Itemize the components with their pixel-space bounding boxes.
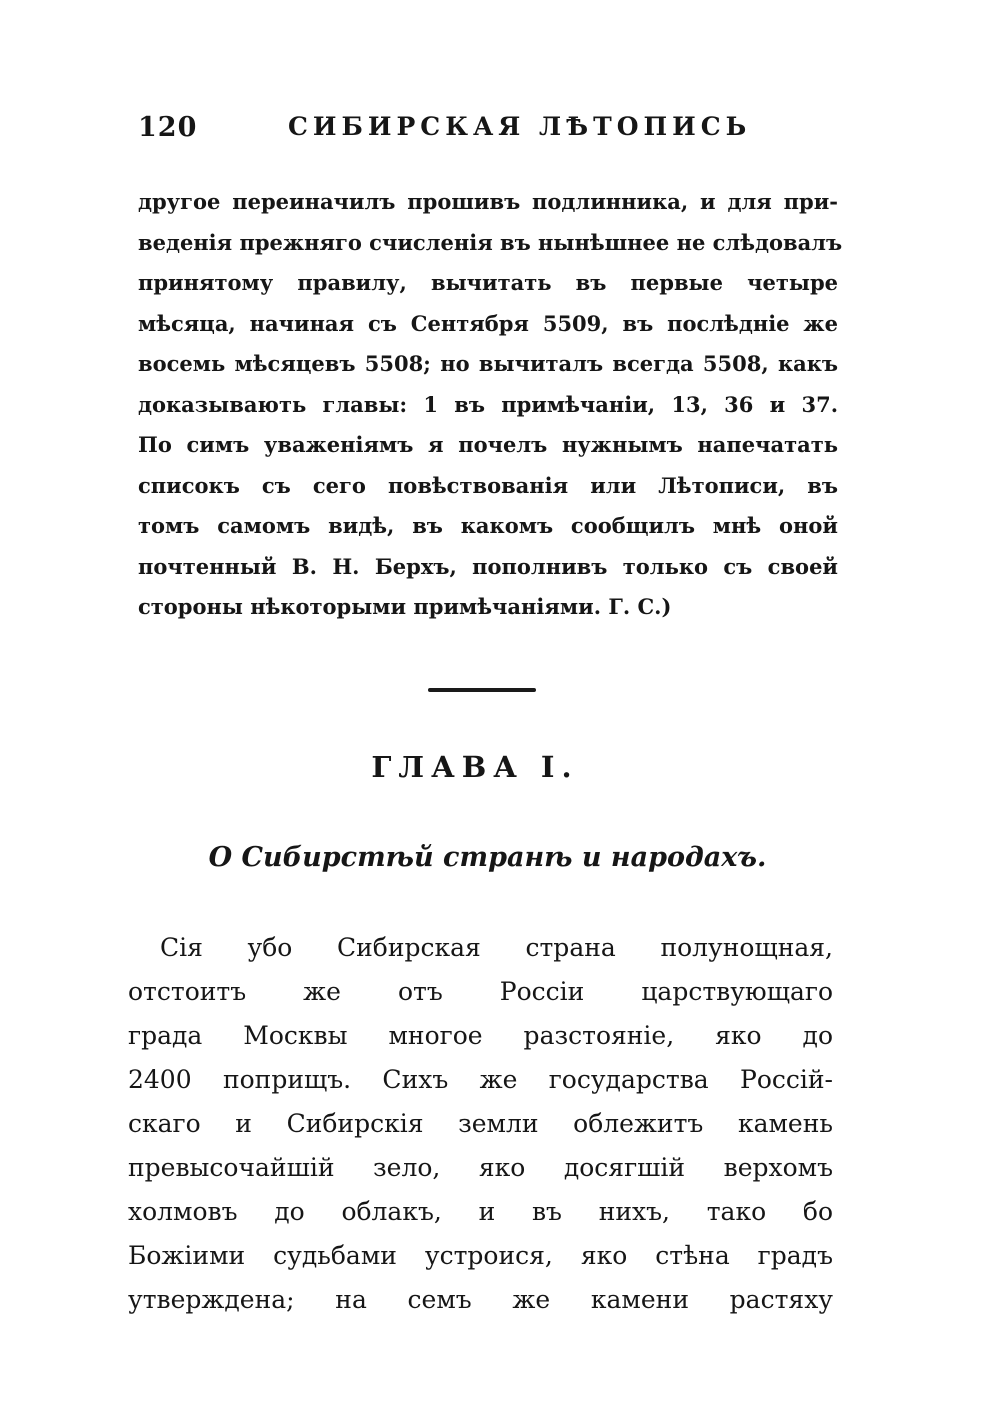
chapter-paragraph: [128, 926, 833, 1322]
text-line: восемь мѣсяцевъ 5508; но вычиталъ всегда 5508, какъ: [138, 351, 838, 376]
page-header: [138, 112, 838, 152]
text-line: скаго и Сибирскія земли облежитъ камень: [128, 1109, 833, 1138]
text-line: принятому правилу, вычитать въ первые четыре: [138, 270, 838, 295]
text-line: 2400 поприщъ. Сихъ же государства Россій-: [128, 1065, 833, 1094]
section-divider: [428, 688, 536, 692]
text-line: Сія убо Сибирская страна полунощная,: [160, 933, 833, 962]
text-line: По симъ уваженіямъ я почелъ нужнымъ напечатать: [138, 432, 838, 457]
chapter-title: ГЛАВА I.: [371, 750, 579, 784]
text-line: доказывають главы: 1 въ примѣчаніи, 13, 36 и 37.: [138, 391, 838, 417]
text-line: другое переиначилъ прошивъ подлинника, и для при-: [138, 189, 838, 214]
intro-paragraph: [138, 182, 843, 628]
page-number: 120: [138, 112, 198, 143]
running-title: СИБИРСКАЯ ЛѢТОПИСЬ: [288, 112, 752, 141]
text-line: томъ самомъ видѣ, въ какомъ сообщилъ мнѣ оной: [138, 513, 838, 538]
text-line: веденія прежняго счисленія въ нынѣшнее не слѣдовалъ: [138, 229, 843, 255]
text-line: града Москвы многое разстояніе, яко до: [128, 1021, 833, 1050]
text-line: списокъ съ сего повѣствованія или Лѣтописи, въ: [138, 472, 838, 498]
text-line: холмовъ до облакъ, и въ нихъ, тако бо: [128, 1197, 833, 1226]
text-line: превысочайшій зело, яко досягшій верхомъ: [128, 1153, 833, 1182]
text-line: утверждена; на семъ же камени растяху: [128, 1285, 833, 1314]
text-line: Божіими судьбами устроися, яко стѣна градъ: [128, 1241, 833, 1270]
text-line: мѣсяца, начиная съ Сентября 5509, въ послѣдніе же: [138, 310, 838, 336]
chapter-subtitle: О Сибирстѣй странѣ и народахъ.: [208, 842, 767, 873]
text-line: почтенный В. Н. Берхъ, пополнивъ только съ своей: [138, 553, 838, 579]
text-line: стороны нѣкоторыми примѣчаніями. Г. С.): [138, 594, 672, 619]
text-line: отстоитъ же отъ Россіи царствующаго: [128, 977, 833, 1006]
